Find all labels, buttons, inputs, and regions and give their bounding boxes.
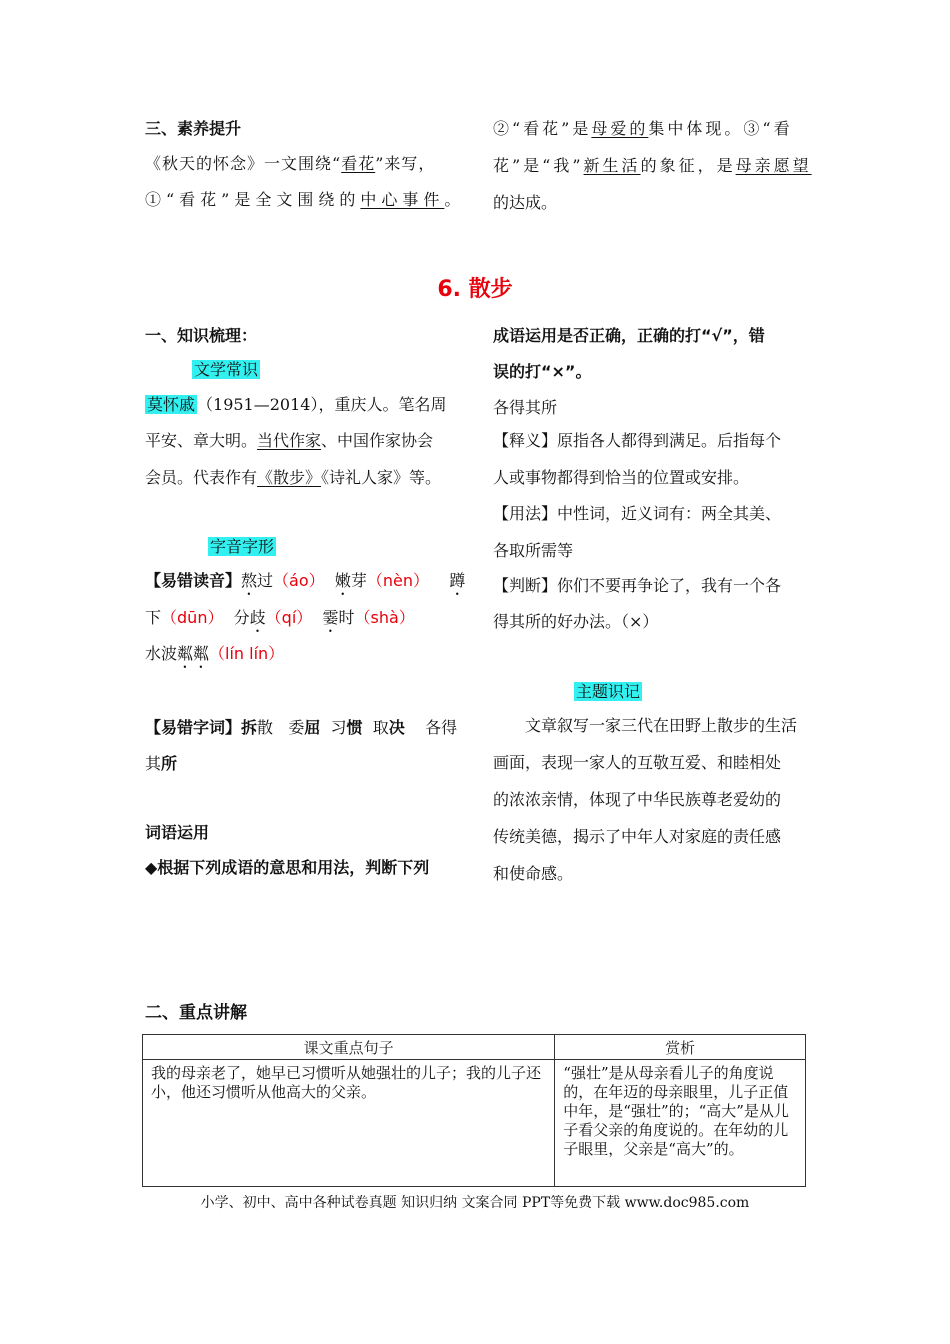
- theme-line-2: 画面，表现一家人的互敬互爱、和睦相处: [493, 753, 782, 772]
- question-line-1: 成语运用是否正确，正确的打“√”，错: [493, 326, 765, 345]
- table-header-analysis: 赏析: [555, 1035, 806, 1060]
- pron-line-2: 下（dūn） 分歧（qí） 霎时（shà）: [145, 608, 415, 627]
- usage-heading: 词语运用: [145, 823, 210, 842]
- author-name: 莫怀戚: [147, 395, 196, 414]
- question-line-2: 误的打“×”。: [493, 362, 592, 381]
- tag-pronunciation: 字音字形: [210, 537, 275, 556]
- idiom: 各得其所: [493, 398, 558, 417]
- table-header-sentence: 课文重点句子: [143, 1035, 555, 1060]
- page-footer: 小学、初中、高中各种试卷真题 知识归纳 文案合同 PPT等免费下载 www.doc985.com: [200, 1195, 750, 1211]
- s3-right-line-3: 的达成。: [493, 193, 558, 212]
- theme-line-5: 和使命感。: [493, 864, 574, 883]
- bio-line-3: 会员。代表作有《散步》《诗礼人家》等。: [145, 468, 442, 487]
- pron-line-1: 【易错读音】熬过（áo） 嫩芽（nèn） 蹲: [145, 571, 466, 590]
- section-heading-1: 一、知识梳理：: [145, 326, 258, 345]
- definition-1: 【释义】原指各人都得到满足。后指每个: [493, 431, 782, 450]
- err-line-1: 【易错字词】拆散 委屈 习惯 取决 各得: [145, 718, 458, 737]
- usage-2: 各取所需等: [493, 541, 574, 560]
- table-row: [143, 1060, 806, 1187]
- pron-line-3: 水波粼粼（lín lín）: [145, 644, 285, 663]
- bio-line-2: 平安、章大明。当代作家、中国作家协会: [145, 431, 434, 450]
- tag-theme: 主题识记: [576, 682, 641, 701]
- definition-2: 人或事物都得到恰当的位置或安排。: [493, 468, 750, 487]
- section-heading-2: 二、重点讲解: [145, 1003, 247, 1023]
- table-cell-sentence: 我的母亲老了，她早已习惯听从她强壮的儿子；我的儿子还小，他还习惯听从他高大的父亲。: [143, 1060, 555, 1187]
- err-line-2: 其所: [145, 754, 178, 773]
- section-heading-3: 三、素养提升: [145, 119, 242, 138]
- tag-literature: 文学常识: [194, 360, 259, 379]
- usage-1: 【用法】中性词，近义词有：两全其美、: [493, 504, 782, 523]
- theme-line-4: 传统美德，揭示了中年人对家庭的责任感: [493, 827, 782, 846]
- s3-right-line-1: ②“看花”是母爱的集中体现。③“看: [493, 119, 793, 138]
- theme-line-1: 文章叙写一家三代在田野上散步的生活: [525, 716, 798, 735]
- s3-line-2: ①“看花”是全文围绕的中心事件。: [145, 190, 466, 209]
- usage-question: ◆根据下列成语的意思和用法，判断下列: [145, 858, 430, 877]
- s3-right-line-2: 花”是“我”新生活的象征，是母亲愿望: [493, 156, 812, 175]
- lesson-title: 6. 散步: [437, 277, 513, 302]
- theme-line-3: 的浓浓亲情，体现了中华民族尊老爱幼的: [493, 790, 782, 809]
- key-sentences-table: [142, 1034, 806, 1187]
- judge-2: 得其所的好办法。（×）: [493, 612, 659, 631]
- judge-1: 【判断】你们不要再争论了，我有一个各: [493, 576, 782, 595]
- s3-line-1: 《秋天的怀念》一文围绕“看花”来写，: [145, 154, 436, 173]
- bio-line-1: 莫怀戚 （1951—2014），重庆人。笔名周: [147, 395, 447, 414]
- table-cell-analysis: “强壮”是从母亲看儿子的角度说的，在年迈的母亲眼里，儿子正值中年，是“强壮”的；“高大”是从儿子看父亲的角度说的。在年幼的儿子眼里，父亲是“高大”的。: [555, 1060, 806, 1187]
